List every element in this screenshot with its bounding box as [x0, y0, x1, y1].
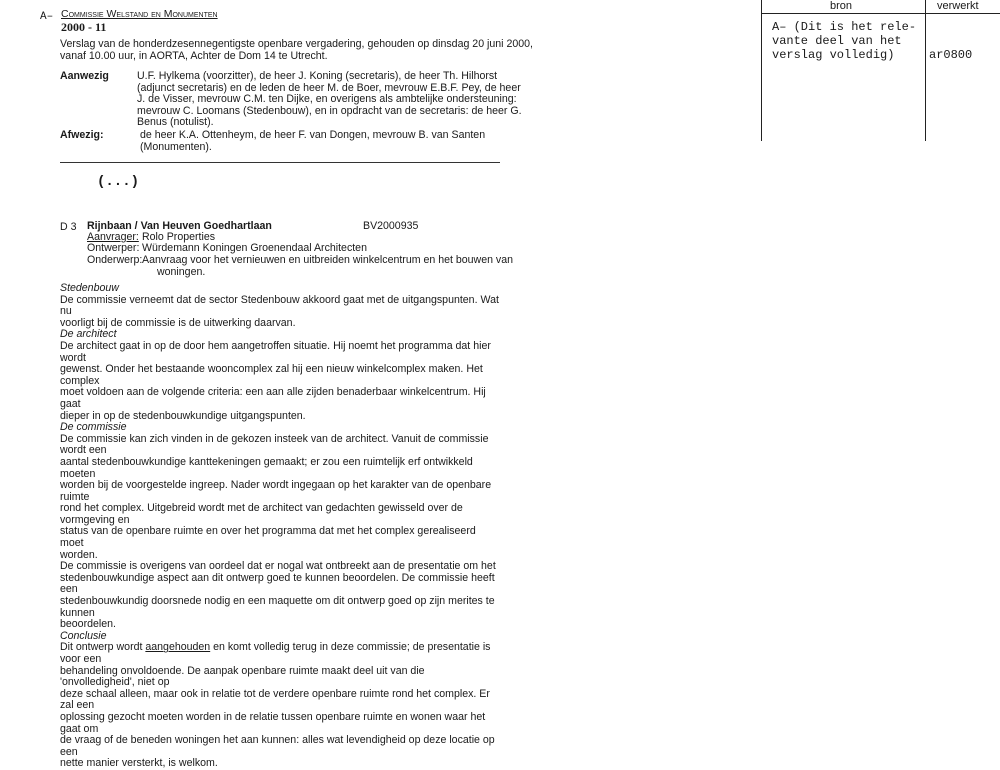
intro-line: Verslag van de honderdzesennegentigste openbare vergadering, gehouden op dinsdag 20 juni 2000,: [60, 38, 533, 50]
body-line: worden bij de voorgestelde ingreep. Nader wordt ingegaan op het karakter van de openbare ruimte: [60, 479, 492, 503]
body-line: de vraag of de beneden woningen het aan kunnen: alles wat levendigheid op deze locatie op een: [60, 734, 495, 758]
margin-marker: A–: [40, 11, 54, 23]
table-mid-rule: [925, 0, 926, 141]
present-line: U.F. Hylkema (voorzitter), de heer J. Koning (secretaris), de heer Th. Hilhorst: [137, 70, 498, 82]
body-line: stedenbouwkundig doorsnede nodig en een maquette om dit ontwerp goed op zijn merites te kunnen: [60, 595, 495, 619]
body-line: stedenbouwkundige aspect aan dit ontwerp goed te kunnen beoordelen. De commissie heeft een: [60, 571, 495, 596]
item-title: Rijnbaan / Van Heuven Goedhartlaan: [87, 220, 272, 232]
bron-line: vante deel van het: [772, 34, 902, 48]
absent-list: [140, 130, 485, 153]
applicant-value: Rolo Properties: [142, 231, 216, 243]
body-line: voorligt bij de commissie is de uitwerking daarvan.: [60, 316, 296, 329]
body-line: deze schaal alleen, maar ook in relatie tot de verdere openbare ruimte rond het complex. Er zal een: [60, 687, 490, 712]
absent-line: (Monumenten).: [140, 140, 212, 153]
subject-line: Aanvraag voor het vernieuwen en uitbreiden winkelcentrum en het bouwen van: [142, 254, 514, 266]
bron-note: [772, 20, 916, 62]
present-line: Benus (notulist).: [137, 116, 214, 129]
subject-line: woningen.: [157, 265, 206, 278]
body-text: Dit ontwerp wordt: [60, 641, 146, 654]
decision-underlined: aangehouden: [145, 641, 211, 654]
intro-text: [60, 39, 533, 62]
subject-label: Onderwerp:: [87, 254, 143, 266]
subject-value: [142, 255, 513, 278]
committee-name: Commissie Welstand en Monumenten: [61, 8, 218, 20]
item-reference: BV2000935: [363, 220, 419, 232]
absent-line: de heer K.A. Ottenheym, de heer F. van Dongen, mevrouw B. van Santen: [140, 129, 486, 141]
verwerkt-code: ar0800: [929, 48, 973, 62]
heading-conclusie: Conclusie: [60, 629, 107, 642]
conclusion-first-line: [60, 642, 500, 665]
designer-value: Würdemann Koningen Groenendaal Architecten: [142, 242, 367, 254]
body-line: moet voldoen aan de volgende criteria: een aan alle zijden benaderbaar winkelcentrum. Hij gaat: [60, 386, 486, 410]
body-text: en komt volledig terug in deze commissie; de presentatie is voor een: [60, 641, 491, 665]
header-divider: [60, 162, 500, 163]
body-line: De architect gaat in op de door hem aangetroffen situatie. Hij noemt het programma dat hier wordt: [60, 339, 491, 364]
body-line: worden.: [60, 548, 98, 561]
bron-line: A– (Dit is het rele-: [772, 20, 917, 34]
heading-commissie: De commissie: [60, 421, 127, 434]
report-body: [60, 283, 500, 770]
report-number: 2000 - 11: [61, 20, 107, 34]
absent-label: Afwezig:: [60, 129, 104, 141]
bron-line: verslag volledig): [772, 48, 895, 62]
body-line: De commissie is overigens van oordeel dat er nogal wat ontbreekt aan de presentatie om het: [60, 560, 496, 573]
body-line: De commissie kan zich vinden in de gekozen insteek van de architect. Vanuit de commissie wordt een: [60, 432, 489, 457]
present-line: J. de Visser, mevrouw C.M. ten Dijke, en overigens als ambtelijke ondersteuning:: [137, 93, 517, 106]
table-top-rule: [761, 13, 1000, 14]
column-header-verwerkt: verwerkt: [937, 0, 979, 12]
designer-label: Ontwerper:: [87, 242, 140, 254]
applicant-label: Aanvrager:: [87, 231, 139, 243]
body-line: nette manier versterkt, is welkom.: [60, 757, 218, 770]
table-left-rule: [761, 0, 762, 141]
heading-stedenbouw: Stedenbouw: [60, 282, 119, 294]
body-line: beoordelen.: [60, 618, 116, 631]
present-line: (adjunct secretaris) en de leden de heer M. de Boer, mevrouw E.B.F. Pey, de heer: [137, 81, 521, 94]
body-line: behandeling onvoldoende. De aanpak openbare ruimte maakt deel uit van die 'onvolledigheid', niet op: [60, 664, 425, 689]
present-line: mevrouw C. Loomans (Stedenbouw), en in opdracht van de secretaris: de heer G.: [137, 104, 522, 117]
column-header-bron: bron: [830, 0, 853, 12]
ellipsis-mark: (...): [97, 174, 140, 190]
body-line: status van de openbare ruimte en over het programma dat met het complex gerealiseerd moet: [60, 525, 476, 550]
item-code: D 3: [60, 221, 77, 233]
body-line: gewenst. Onder het bestaande wooncomplex zal hij een nieuw winkelcomplex maken. Het complex: [60, 363, 483, 387]
intro-line: vanaf 10.00 uur, in AORTA, Achter de Dom 14 te Utrecht.: [60, 49, 328, 62]
body-line: dieper in op de stedenbouwkundige uitgangspunten.: [60, 409, 306, 422]
body-line: rond het complex. Uitgebreid wordt met de architect van gedachten gewisseld over de vormgeving en: [60, 502, 463, 526]
present-label: Aanwezig: [60, 70, 109, 82]
body-line: De commissie verneemt dat de sector Stedenbouw akkoord gaat met de uitgangspunten. Wat nu: [60, 293, 499, 318]
heading-architect: De architect: [60, 328, 117, 341]
body-line: oplossing gezocht moeten worden in de relatie tussen openbare ruimte en wonen waar het gaat om: [60, 710, 486, 735]
body-line: aantal stedenbouwkundige kanttekeningen gemaakt; er zou een ruimtelijk erf ontwikkeld moeten: [60, 455, 473, 480]
present-list: [137, 71, 522, 129]
